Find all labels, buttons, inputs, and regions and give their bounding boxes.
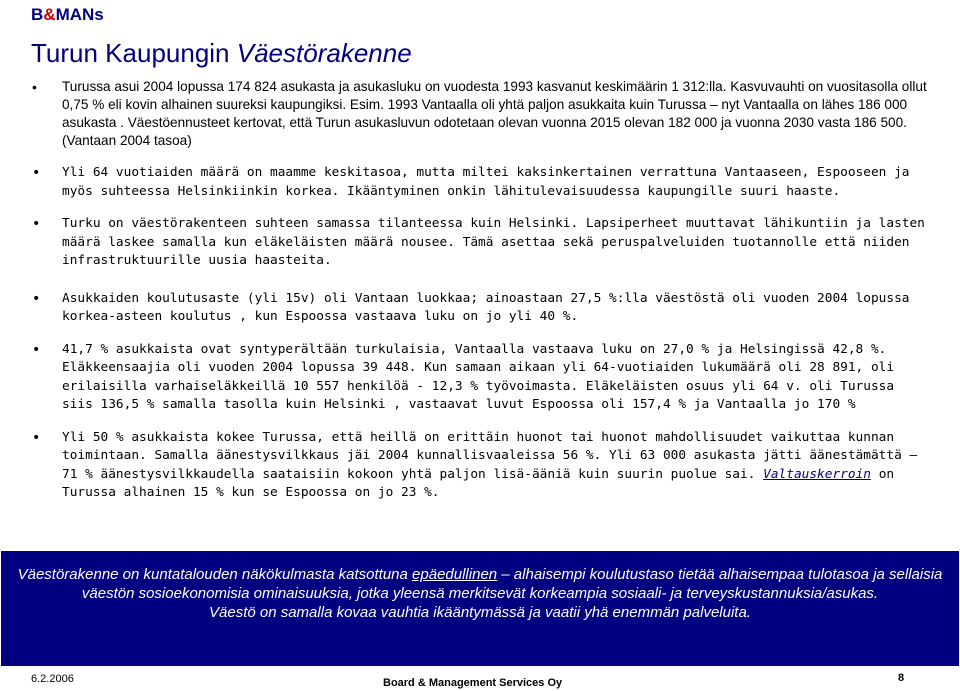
logo-ampersand: & [43,5,56,24]
banner-paragraph-1 [1,565,959,603]
bullet-text: 41,7 % asukkaista ovat syntyperältään turkulaisia, Vantaalla vastaava luku on 27,0 % ja Helsingissä 42,8 %. Eläkkeensaajia oli vuoden 2004 lopussa 39 448. Kun samaan aikaan yli 64-vuotiaiden lukumäärä oli 28 891, oli erilaisilla varhaiseläkkeillä 10 557 henkilöä - 12,3 % työvoimasta. Eläkeläisten osuus yli 64 v. oli Turussa siis 136,5 % samalla tasolla kuin Helsinki , vastaavat luvut Espoossa oli 157,4 % ja Vantaalla jo 170 % [62,341,895,412]
title-plain: Turun Kaupungin [31,38,237,68]
bullet-list [32,78,932,503]
bullet-tail-text: on Turussa alhainen 15 % kun se Espoossa on jo 23 %. [62,466,895,500]
valtauskerroin-link[interactable]: Valtauskerroin [763,466,871,482]
bullet-text: Asukkaiden koulutusaste (yli 15v) oli Vantaan luokkaa; ainoastaan 27,5 %:lla väestöstä oli vuoden 2004 lopussa korkea-asteen koulutus , kun Espoossa vastaava luku on jo yli 40 %. [62,290,910,324]
page-title [31,38,412,69]
banner-text-post: – alhaisempi koulutustaso tietää alhaisempaa tulotasoa ja sellaisia väestön sosioekonomisia ominaisuuksia, jotka yleensä merkitsevät korkeampia sosiaali- ja terveyskustannuksia/asukas. [81,566,943,602]
title-italic: Väestörakenne [236,38,412,68]
bullet-item-2 [32,164,932,201]
bullet-item-4 [32,290,932,327]
banner-underlined-word: epäedullinen [412,566,498,583]
page-number: 8 [898,672,905,684]
summary-banner [1,551,959,666]
footer-company: Board & Management Services Oy [383,677,563,689]
logo-text-pre: B [31,5,44,24]
bullet-dot-icon: • [32,429,41,446]
bullet-text: Yli 50 % asukkaista kokee Turussa, että heillä on erittäin huonot tai huonot mahdollisuudet vaikuttaa kunnan toimintaan. Samalla äänestysvilkkaus jäi 2004 kunnallisvaaleissa 56 %. Yli 63 000 asukasta jätti äänestämättä – 71 % äänestysvilkkaudella saataisiin kokoon yhtä paljon lisä-ääniä kuin suurin puolue sai. [62,429,918,482]
bullet-dot-icon: • [32,216,41,232]
bullet-item-3 [32,215,932,271]
bullet-item-1 [32,78,932,150]
bullet-text: Turussa asui 2004 lopussa 174 824 asukasta ja asukasluku on vuodesta 1993 kasvanut keskimäärin 1 312:lla. Kasvuvauhti on vuositasolla ollut 0,75 % eli kovin alhainen suureksi kaupungiksi. Esim. 1993 Vantaalla oli yhtä paljon asukkaita kuin Turussa – nyt Vantaalla on lähes 186 000 asukasta . Väestöennusteet kertovat, että Turun asukasluvun odotetaan olevan vuonna 2015 olevan 182 000 ja vuonna 2030 vasta 186 500. (Vantaan 2004 tasoa) [62,79,927,148]
bullet-dot-icon: • [32,79,37,95]
banner-text-pre: Väestörakenne on kuntatalouden näkökulmasta katsottuna [17,566,413,583]
footer-date: 6.2.2006 [31,673,74,685]
bullet-text: Yli 64 vuotiaiden määrä on maamme keskitasoa, mutta miltei kaksinkertainen verrattuna Vantaaseen, Espooseen ja myös suhteessa Helsinkiinkin korkea. Ikääntyminen onkin lähitulevaisuudessa kaupungille suuri haaste. [62,165,910,199]
banner-paragraph-2: Väestö on samalla kovaa vauhtia ikääntymässä ja vaatii yhä enemmän palveluita. [209,604,751,621]
logo-text-post: MANs [55,5,104,24]
bullet-item-6 [32,429,932,503]
bullet-item-5 [32,341,932,415]
bullet-dot-icon: • [32,290,41,307]
bullet-text: Turku on väestörakenteen suhteen samassa tilanteessa kuin Helsinki. Lapsiperheet muuttavat lähikuntiin ja lasten määrä laskee samalla kun eläkeläisten määrä nousee. Tämä asettaa sekä peruspalveluiden tuotannolle että niiden infrastruktuurille uusia haasteita. [62,216,925,268]
company-logo [31,5,104,25]
bullet-dot-icon: • [32,341,41,358]
bullet-dot-icon: • [32,165,41,181]
